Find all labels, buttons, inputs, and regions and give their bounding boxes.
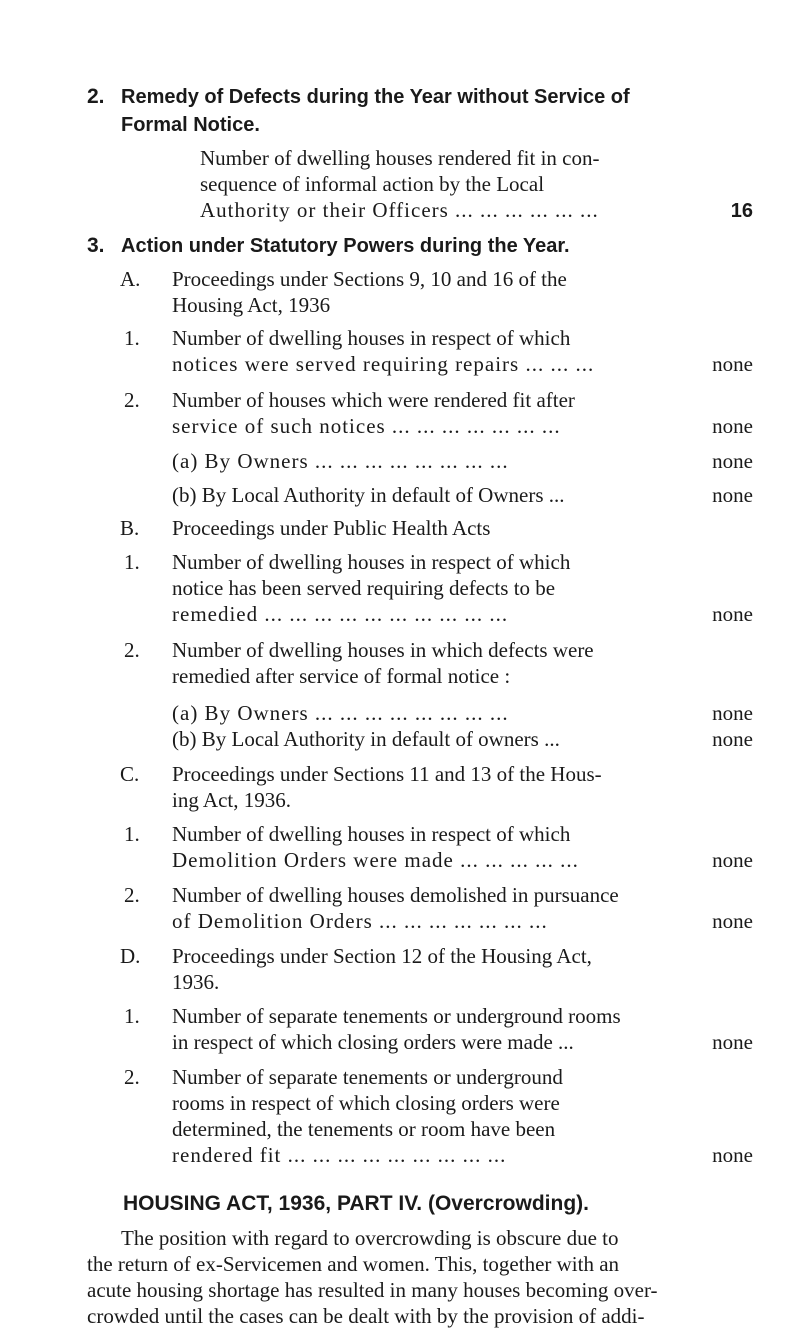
subsection-d-title-cont: 1936. [172,970,220,994]
item-text: Demolition Orders were made ... ... ... ... ... [172,848,579,872]
section-3-number: 3. [87,234,105,257]
item-text: of Demolition Orders ... ... ... ... ... ... ... [172,909,548,933]
item-text: notice has been served requiring defects to be [172,576,556,600]
item-number: 2. [124,638,140,662]
item-number: 2. [124,883,140,907]
item-value: none [712,414,753,438]
item-value: none [712,909,753,933]
sub-item-value: none [712,727,753,751]
item-number: 1. [124,822,140,846]
sub-item-value: none [712,449,753,473]
item-text: rendered fit ... ... ... ... ... ... ... ... ... [172,1143,507,1167]
item-number: 1. [124,1004,140,1028]
paragraph-line: crowded until the cases can be dealt with by the provision of addi- [87,1304,645,1328]
item-text: remedied after service of formal notice : [172,664,511,688]
subsection-a-title-cont: Housing Act, 1936 [172,293,331,317]
item-text: Number of separate tenements or underground rooms [172,1004,621,1028]
item-text: Number of dwelling houses in respect of which [172,326,571,350]
subsection-c-title-cont: ing Act, 1936. [172,788,291,812]
item-text: service of such notices ... ... ... ... ... ... ... [172,414,561,438]
subsection-d-letter: D. [120,944,141,968]
item-text: in respect of which closing orders were made ... [172,1030,574,1054]
item-value: none [712,602,753,626]
section-2-number: 2. [87,85,105,108]
paragraph-line: The position with regard to overcrowding is obscure due to [121,1226,619,1250]
section-2-body-line: sequence of informal action by the Local [200,172,545,196]
sub-item-value: none [712,701,753,725]
item-text: Number of separate tenements or underground [172,1065,563,1089]
item-text: Number of dwelling houses in respect of which [172,822,571,846]
section-2-heading-cont: Formal Notice. [121,114,260,136]
item-text: determined, the tenements or room have been [172,1117,556,1141]
item-number: 1. [124,550,140,574]
sub-item-text: (a) By Owners ... ... ... ... ... ... ... ... [172,449,509,473]
item-text: Number of dwelling houses in which defects were [172,638,594,662]
subsection-c-letter: C. [120,762,140,786]
subsection-b-title: Proceedings under Public Health Acts [172,516,491,540]
item-text: notices were served requiring repairs ... ... ... [172,352,595,376]
subsection-d-title: Proceedings under Section 12 of the Housing Act, [172,944,592,968]
item-value: none [712,352,753,376]
item-number: 1. [124,326,140,350]
subsection-a-title: Proceedings under Sections 9, 10 and 16 of the [172,267,567,291]
item-text: Number of dwelling houses in respect of which [172,550,571,574]
item-number: 2. [124,1065,140,1089]
sub-item-text: (b) By Local Authority in default of owners ... [172,727,560,751]
item-text: Number of dwelling houses demolished in pursuance [172,883,619,907]
subsection-a-letter: A. [120,267,141,291]
item-value: none [712,1143,753,1167]
paragraph-line: acute housing shortage has resulted in many houses becoming over- [87,1278,658,1302]
paragraph-line: the return of ex-Servicemen and women. This, together with an [87,1252,620,1276]
item-text: Number of houses which were rendered fit after [172,388,575,412]
sub-item-text: (b) By Local Authority in default of Owners ... [172,483,565,507]
housing-act-heading: HOUSING ACT, 1936, PART IV. (Overcrowding). [123,1192,589,1215]
subsection-b-letter: B. [120,516,140,540]
section-3-heading: Action under Statutory Powers during the Year. [121,235,570,257]
item-text: rooms in respect of which closing orders were [172,1091,560,1115]
section-2-heading: Remedy of Defects during the Year without Service of [121,86,630,108]
item-value: none [712,1030,753,1054]
section-2-value: 16 [730,200,753,222]
sub-item-text: (a) By Owners ... ... ... ... ... ... ... ... [172,701,509,725]
item-text: remedied ... ... ... ... ... ... ... ... ... ... [172,602,509,626]
item-number: 2. [124,388,140,412]
sub-item-value: none [712,483,753,507]
section-2-body-line: Number of dwelling houses rendered fit in con- [200,146,600,170]
subsection-c-title: Proceedings under Sections 11 and 13 of the Hous- [172,762,602,786]
section-2-body-line: Authority or their Officers ... ... ... ... ... ... [200,198,599,222]
item-value: none [712,848,753,872]
